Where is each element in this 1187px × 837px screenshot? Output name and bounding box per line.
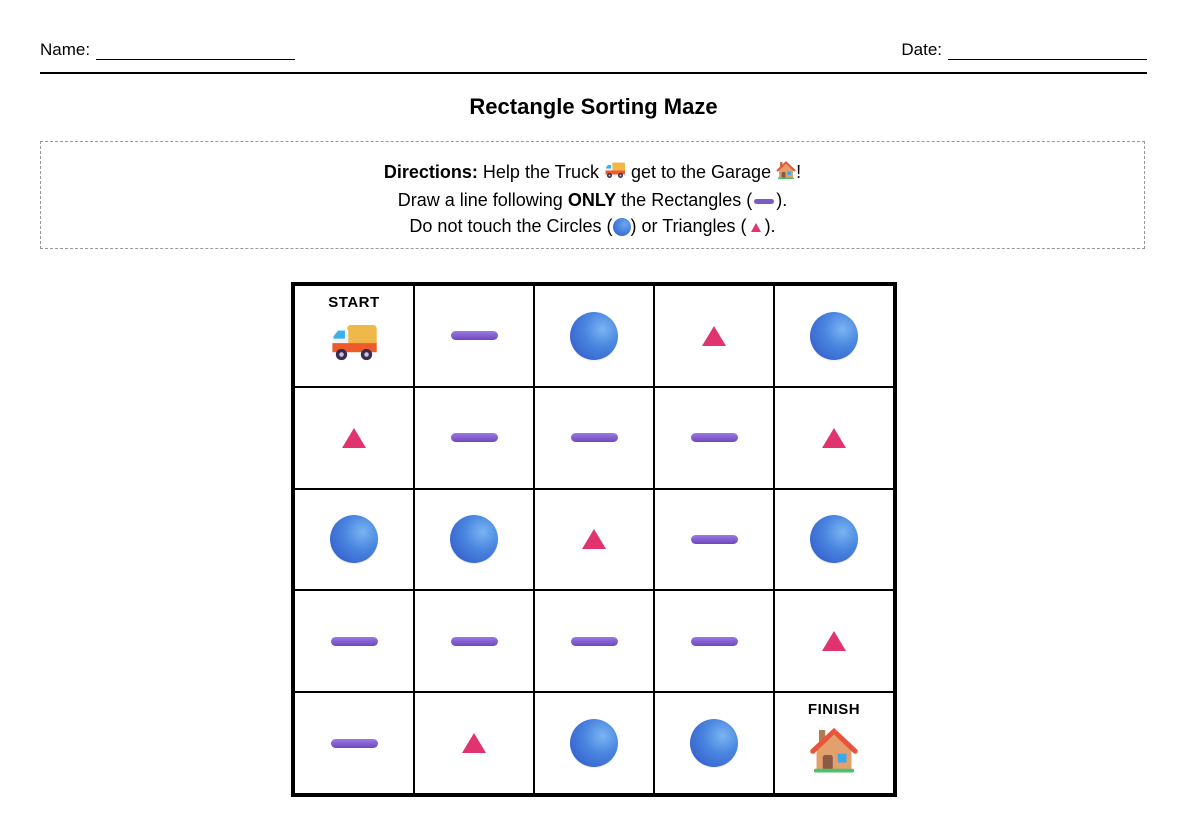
directions-line-2: Draw a line following ONLY the Rectangles ( ). (397, 189, 788, 210)
maze-cell-4-1[interactable] (414, 692, 534, 794)
maze-cell-2-0[interactable] (294, 489, 414, 591)
circle-icon (613, 218, 631, 236)
maze-cell-1-1[interactable] (414, 387, 534, 489)
directions-label: Directions: (383, 162, 478, 182)
maze-cell-2-2[interactable] (534, 489, 654, 591)
maze-cell-0-4[interactable] (774, 285, 894, 387)
maze-cell-3-1[interactable] (414, 590, 534, 692)
maze-cell-1-4[interactable] (774, 387, 894, 489)
house-icon (776, 160, 796, 187)
house-icon (809, 725, 859, 780)
start-label: START (328, 294, 380, 311)
truck-icon (604, 160, 626, 186)
maze-cell-2-1[interactable] (414, 489, 534, 591)
maze-cell-1-3[interactable] (654, 387, 774, 489)
maze-cell-3-4[interactable] (774, 590, 894, 692)
maze-cell-3-3[interactable] (654, 590, 774, 692)
header (40, 36, 1147, 74)
triangle-icon (702, 326, 726, 346)
triangle-icon (822, 631, 846, 651)
maze-cell-1-2[interactable] (534, 387, 654, 489)
circle-icon (810, 312, 858, 360)
maze-cell-4-3[interactable] (654, 692, 774, 794)
maze-cell-4-0[interactable] (294, 692, 414, 794)
circle-icon (810, 515, 858, 563)
triangle-icon (751, 223, 761, 232)
directions-line-3: Do not touch the Circles ( ) or Triangles ( ). (409, 215, 776, 236)
maze-cell-4-4[interactable] (774, 692, 894, 794)
directions-line-1: Directions: Help the Truck get to the Garage ! (41, 159, 1144, 187)
rectangle-icon (331, 739, 378, 748)
circle-icon (690, 719, 738, 767)
triangle-icon (342, 428, 366, 448)
truck-icon (329, 322, 379, 367)
maze-cell-0-0[interactable] (294, 285, 414, 387)
triangle-icon (582, 529, 606, 549)
maze-cell-0-3[interactable] (654, 285, 774, 387)
triangle-icon (462, 733, 486, 753)
rectangle-icon (691, 535, 738, 544)
maze-cell-3-0[interactable] (294, 590, 414, 692)
rectangle-icon (451, 331, 498, 340)
maze-cell-4-2[interactable] (534, 692, 654, 794)
rectangle-icon (691, 637, 738, 646)
rectangle-icon (571, 637, 618, 646)
date-line[interactable] (948, 43, 1147, 60)
maze-cell-2-4[interactable] (774, 489, 894, 591)
date-label: Date: (901, 40, 942, 59)
circle-icon (570, 312, 618, 360)
rectangle-icon (691, 433, 738, 442)
name-field (40, 40, 295, 60)
rectangle-icon (331, 637, 378, 646)
maze-cell-0-1[interactable] (414, 285, 534, 387)
circle-icon (330, 515, 378, 563)
maze-cell-0-2[interactable] (534, 285, 654, 387)
maze-grid[interactable] (291, 282, 897, 797)
date-field (901, 40, 1147, 60)
maze-cell-2-3[interactable] (654, 489, 774, 591)
maze-cell-3-2[interactable] (534, 590, 654, 692)
page-title: Rectangle Sorting Maze (469, 94, 718, 119)
circle-icon (570, 719, 618, 767)
rectangle-icon (754, 199, 774, 204)
rectangle-icon (451, 433, 498, 442)
rectangle-icon (571, 433, 618, 442)
directions-box (40, 141, 1145, 249)
circle-icon (450, 515, 498, 563)
maze-cell-1-0[interactable] (294, 387, 414, 489)
name-label: Name: (40, 40, 91, 59)
triangle-icon (822, 428, 846, 448)
name-line[interactable] (96, 43, 295, 60)
rectangle-icon (451, 637, 498, 646)
finish-label: FINISH (807, 701, 861, 719)
